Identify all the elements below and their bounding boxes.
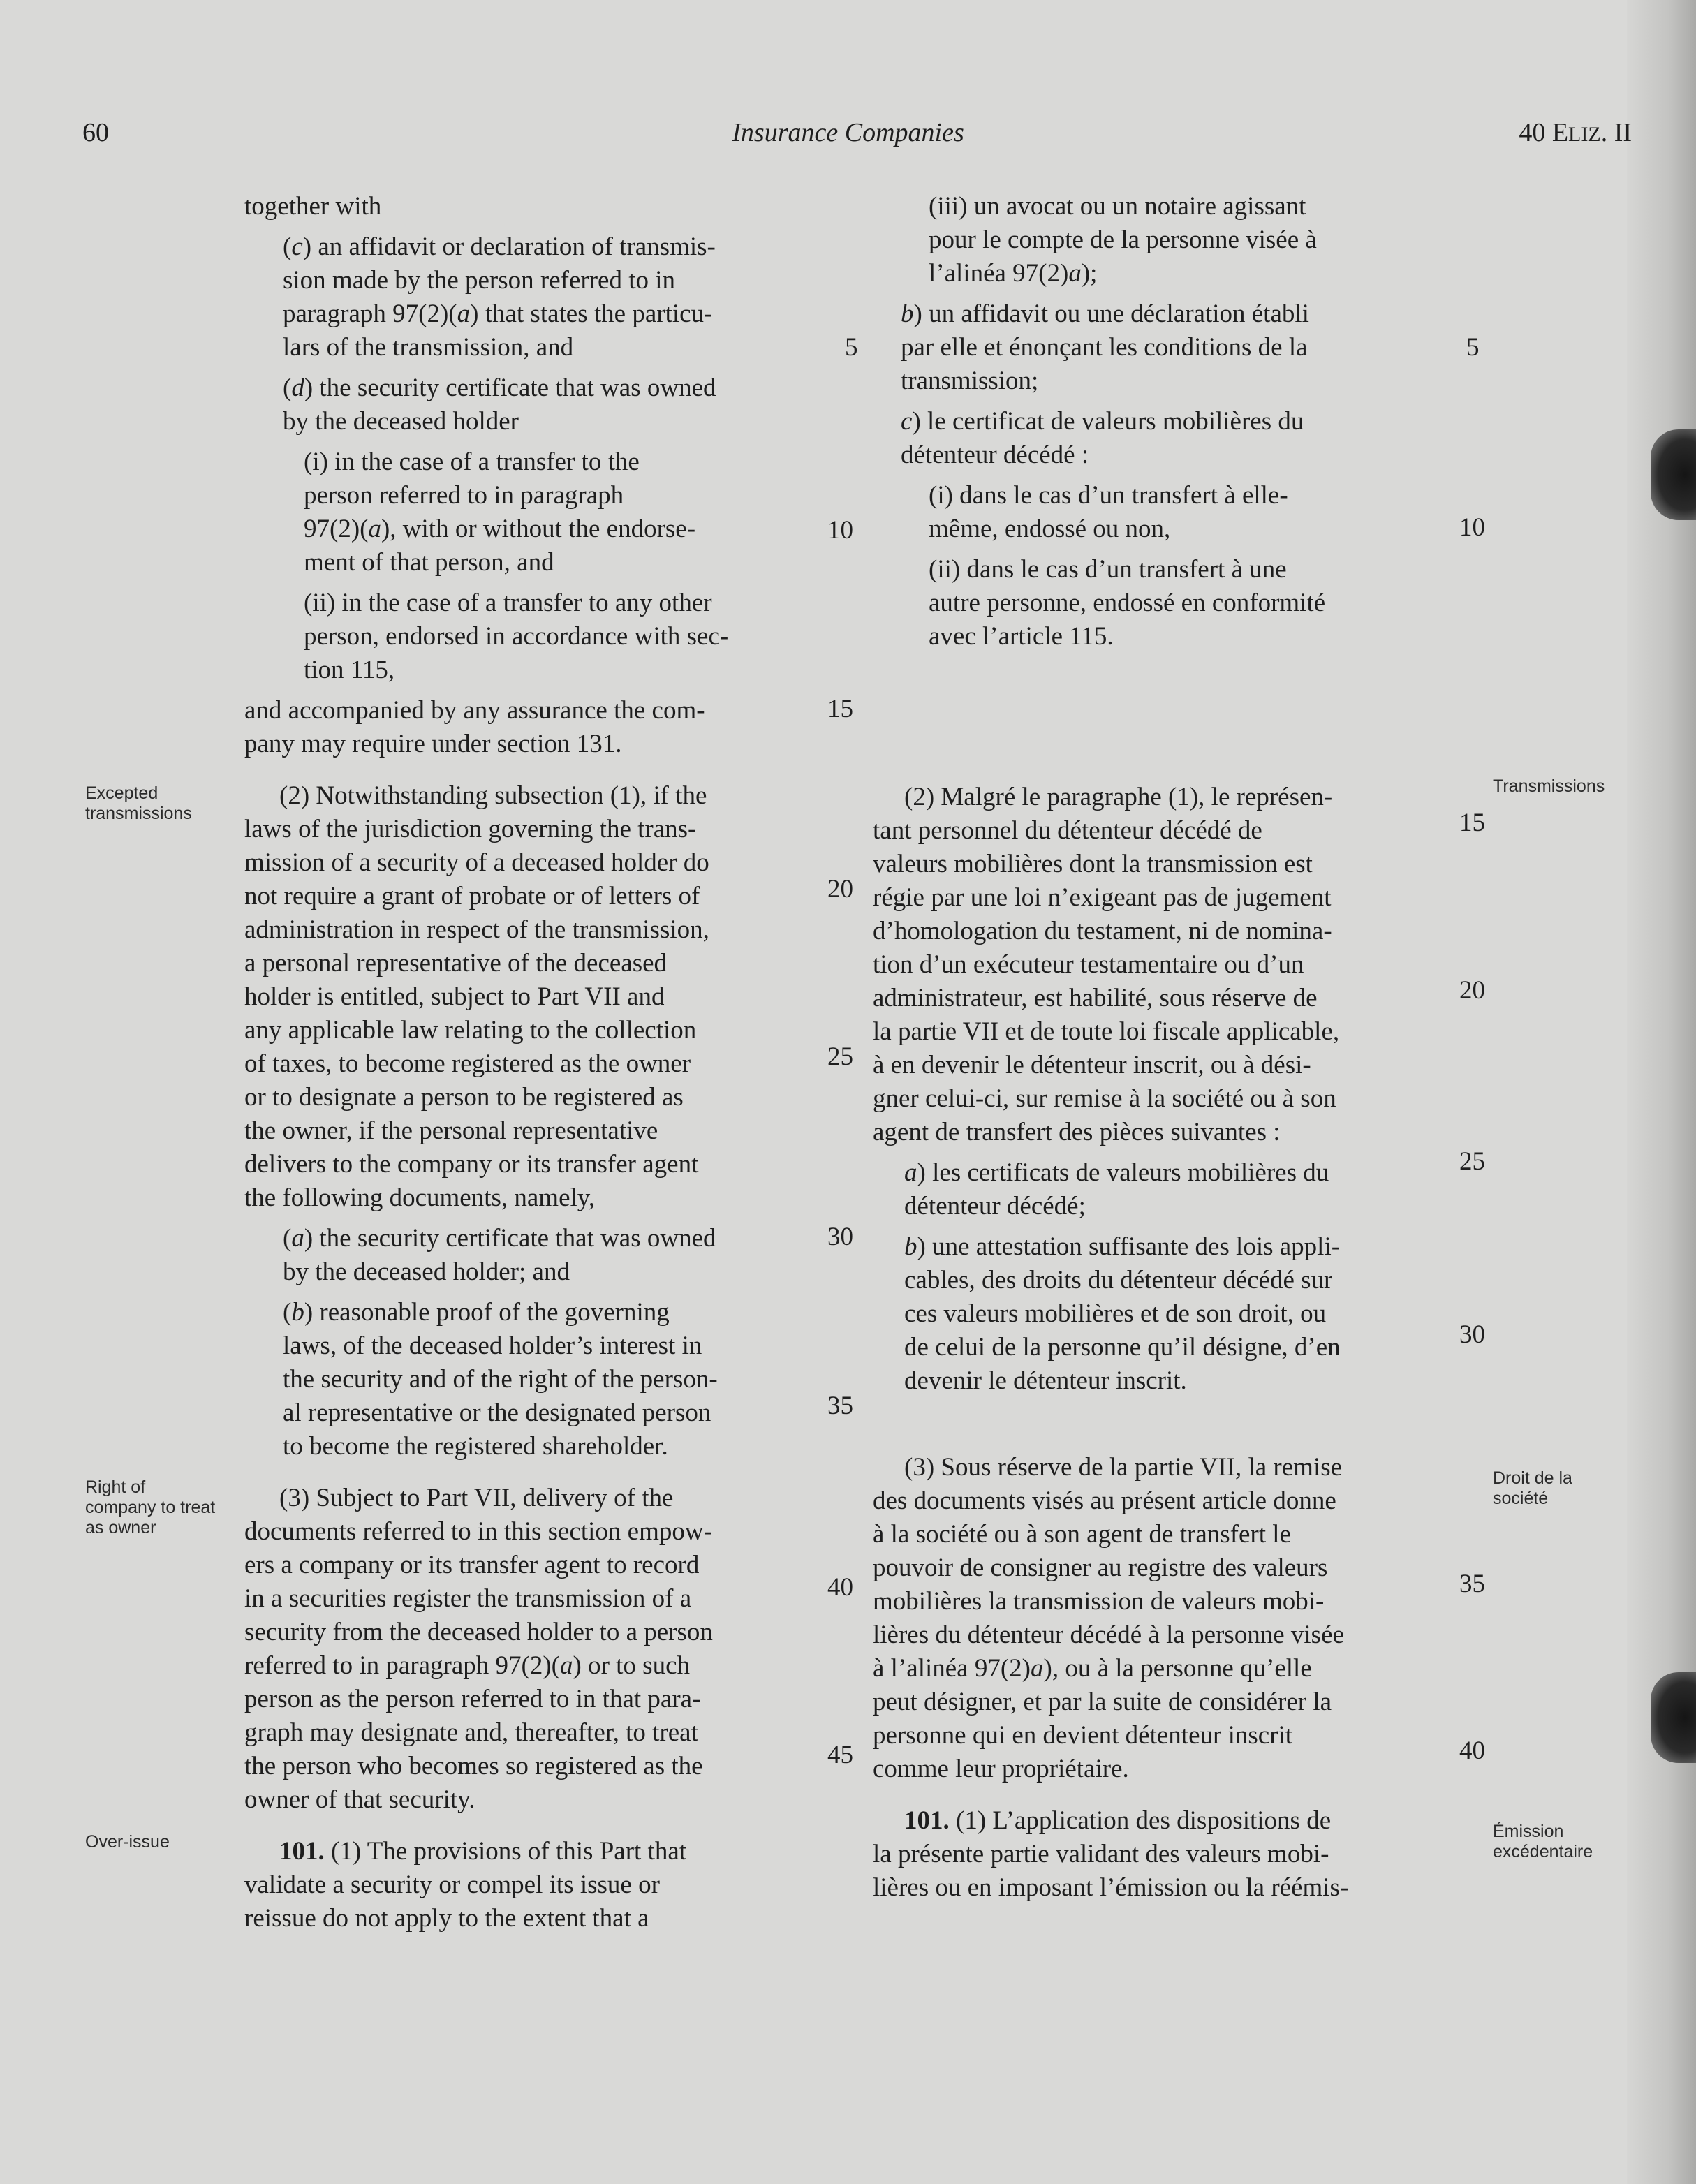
text-line: person, endorsed in accordance with sec- <box>304 622 729 651</box>
text-line: lars of the transmission, and <box>283 333 574 362</box>
marginal-note-right-of-company: Right of company to treat as owner <box>85 1477 216 1537</box>
text-line: tion 115, <box>304 656 395 684</box>
text-line: together with <box>244 192 382 221</box>
text-line: (b) reasonable proof of the governing <box>283 1298 670 1327</box>
text-line: by the deceased holder; and <box>283 1257 570 1286</box>
text-line: a) les certificats de valeurs mobilières du <box>904 1158 1329 1187</box>
text-line: sion made by the person referred to in <box>283 266 676 295</box>
text-line: autre personne, endossé en conformité <box>929 589 1326 617</box>
text-line: delivers to the company or its transfer agent <box>244 1150 699 1179</box>
text-line: pouvoir de consigner au registre des valeurs <box>873 1554 1328 1582</box>
text-line: la partie VII et de toute loi fiscale applicable, <box>873 1017 1340 1046</box>
text-line: person as the person referred to in that para- <box>244 1685 701 1713</box>
text-line: ment of that person, and <box>304 548 554 577</box>
text-line: d’homologation du testament, ni de nomina- <box>873 917 1332 945</box>
text-line: transmission; <box>901 367 1039 395</box>
text-line: to become the registered shareholder. <box>283 1432 668 1461</box>
text-line: (3) Sous réserve de la partie VII, la remise <box>904 1453 1343 1482</box>
text-line: c) le certificat de valeurs mobilières du <box>901 407 1304 436</box>
page-edge-shadow <box>1627 0 1696 2184</box>
line-number: 10 <box>1459 513 1485 542</box>
text-line: in a securities register the transmission of a <box>244 1584 692 1613</box>
text-line: (3) Subject to Part VII, delivery of the <box>279 1484 674 1512</box>
text-line: a personal representative of the deceased <box>244 949 668 977</box>
text-line: owner of that security. <box>244 1785 475 1814</box>
text-line: laws of the jurisdiction governing the trans- <box>244 815 697 843</box>
text-line: peut désigner, et par la suite de considérer la <box>873 1688 1332 1716</box>
line-number: 35 <box>827 1392 853 1420</box>
text-line: referred to in paragraph 97(2)(a) or to such <box>244 1651 690 1680</box>
running-title: Insurance Companies <box>732 118 964 147</box>
text-line: avec l’article 115. <box>929 622 1114 651</box>
text-line: régie par une loi n’exigeant pas de jugement <box>873 883 1332 912</box>
text-line: par elle et énonçant les conditions de la <box>901 333 1308 362</box>
text-line: not require a grant of probate or of letters of <box>244 882 700 910</box>
text-line: (iii) un avocat ou un notaire agissant <box>929 192 1306 221</box>
line-number: 25 <box>1459 1147 1485 1176</box>
text-line: même, endossé ou non, <box>929 515 1171 543</box>
text-line: b) une attestation suffisante des lois appli- <box>904 1232 1341 1261</box>
text-line: security from the deceased holder to a person <box>244 1618 713 1646</box>
text-line: pany may require under section 131. <box>244 730 622 758</box>
line-number: 30 <box>827 1223 853 1251</box>
text-line: personne qui en devient détenteur inscrit <box>873 1721 1293 1750</box>
text-line: pour le compte de la personne visée à <box>929 226 1317 254</box>
text-line: cables, des droits du détenteur décédé sur <box>904 1266 1333 1294</box>
text-line: lières du détenteur décédé à la personne visée <box>873 1621 1344 1649</box>
text-line: mobilières la transmission de valeurs mobi- <box>873 1587 1325 1616</box>
text-line: the owner, if the personal representative <box>244 1116 658 1145</box>
text-line: the security and of the right of the person- <box>283 1365 718 1394</box>
text-line: 97(2)(a), with or without the endorse- <box>304 515 696 543</box>
text-line: the following documents, namely, <box>244 1183 596 1212</box>
text-line: comme leur propriétaire. <box>873 1755 1129 1783</box>
regnal-year: 40 ELIZ. II <box>1519 118 1632 147</box>
text-line: ers a company or its transfer agent to record <box>244 1551 700 1579</box>
line-number: 35 <box>1459 1570 1485 1598</box>
text-line: de celui de la personne qu’il désigne, d’en <box>904 1333 1341 1362</box>
text-line: by the deceased holder <box>283 407 519 436</box>
text-line: (ii) in the case of a transfer to any other <box>304 589 712 617</box>
line-number: 20 <box>827 875 853 903</box>
text-line: laws, of the deceased holder’s interest in <box>283 1331 702 1360</box>
text-line: (c) an affidavit or declaration of transmis- <box>283 233 716 261</box>
text-line: tant personnel du détenteur décédé de <box>873 816 1262 845</box>
text-line: al representative or the designated person <box>283 1399 711 1427</box>
text-line: gner celui-ci, sur remise à la société ou à son <box>873 1084 1336 1113</box>
text-line: (2) Malgré le paragraphe (1), le représen- <box>904 783 1333 811</box>
text-line: la présente partie validant des valeurs mobi- <box>873 1840 1329 1868</box>
text-line: à l’alinéa 97(2)a), ou à la personne qu’elle <box>873 1654 1312 1683</box>
line-number: 10 <box>827 516 853 545</box>
text-line: validate a security or compel its issue or <box>244 1871 660 1899</box>
marginal-note-droit-de-la-societe: Droit de la société <box>1493 1468 1572 1508</box>
page-number: 60 <box>82 118 109 147</box>
text-line: détenteur décédé : <box>901 441 1089 469</box>
text-line: paragraph 97(2)(a) that states the particu- <box>283 300 713 328</box>
text-line: and accompanied by any assurance the com- <box>244 696 705 725</box>
text-line: tion d’un exécuteur testamentaire ou d’un <box>873 950 1304 979</box>
binder-hole-top <box>1651 429 1696 520</box>
text-line: (ii) dans le cas d’un transfert à une <box>929 555 1287 584</box>
text-line: any applicable law relating to the collection <box>244 1016 697 1045</box>
line-number: 30 <box>1459 1320 1485 1349</box>
english-column <box>244 190 866 1935</box>
text-line: (d) the security certificate that was owned <box>283 374 716 402</box>
text-line: (2) Notwithstanding subsection (1), if the <box>279 781 707 810</box>
marginal-note-emission-excedentaire: Émission excédentaire <box>1493 1822 1593 1861</box>
text-line: à la société ou à son agent de transfert le <box>873 1520 1291 1549</box>
text-line: administrateur, est habilité, sous réserve de <box>873 984 1318 1012</box>
text-line: of taxes, to become registered as the owner <box>244 1049 691 1078</box>
text-line: mission of a security of a deceased holder do <box>244 848 709 877</box>
line-number: 15 <box>1459 809 1485 837</box>
text-line: administration in respect of the transmission, <box>244 915 709 944</box>
text-line: or to designate a person to be registered as <box>244 1083 684 1112</box>
marginal-note-transmissions: Transmissions <box>1493 776 1605 796</box>
text-line: reissue do not apply to the extent that a <box>244 1904 649 1933</box>
line-number: 25 <box>827 1042 853 1071</box>
text-line: the person who becomes so registered as the <box>244 1752 703 1780</box>
text-line: graph may designate and, thereafter, to treat <box>244 1718 698 1747</box>
text-line: person referred to in paragraph <box>304 481 624 510</box>
text-line: 101. (1) The provisions of this Part that <box>279 1837 687 1866</box>
text-line: l’alinéa 97(2)a); <box>929 259 1098 288</box>
text-line: lières ou en imposant l’émission ou la réémis- <box>873 1873 1349 1902</box>
text-line: à en devenir le détenteur inscrit, ou à dési- <box>873 1051 1311 1079</box>
binder-hole-bottom <box>1651 1672 1696 1763</box>
text-line: (i) dans le cas d’un transfert à elle- <box>929 481 1288 510</box>
line-number: 40 <box>1459 1736 1485 1765</box>
line-number: 5 <box>845 333 858 362</box>
marginal-note-over-issue: Over-issue <box>85 1832 170 1852</box>
text-line: valeurs mobilières dont la transmission est <box>873 850 1313 878</box>
text-line: b) un affidavit ou une déclaration établi <box>901 300 1309 328</box>
text-line: documents referred to in this section empow- <box>244 1517 712 1546</box>
text-line: 101. (1) L’application des dispositions de <box>904 1806 1332 1835</box>
line-number: 45 <box>827 1741 853 1769</box>
french-column <box>873 190 1452 1905</box>
text-line: ces valeurs mobilières et de son droit, ou <box>904 1299 1327 1328</box>
text-line: devenir le détenteur inscrit. <box>904 1366 1187 1395</box>
text-line: des documents visés au présent article donne <box>873 1486 1336 1515</box>
text-line: (a) the security certificate that was owned <box>283 1224 716 1253</box>
line-number: 40 <box>827 1573 853 1602</box>
line-number: 15 <box>827 695 853 723</box>
text-line: agent de transfert des pièces suivantes : <box>873 1118 1281 1146</box>
text-line: holder is entitled, subject to Part VII and <box>244 982 665 1011</box>
line-number: 20 <box>1459 976 1485 1005</box>
text-line: (i) in the case of a transfer to the <box>304 448 640 476</box>
text-line: détenteur décédé; <box>904 1192 1086 1220</box>
marginal-note-excepted-transmissions: Excepted transmissions <box>85 783 192 823</box>
line-number: 5 <box>1466 333 1480 362</box>
